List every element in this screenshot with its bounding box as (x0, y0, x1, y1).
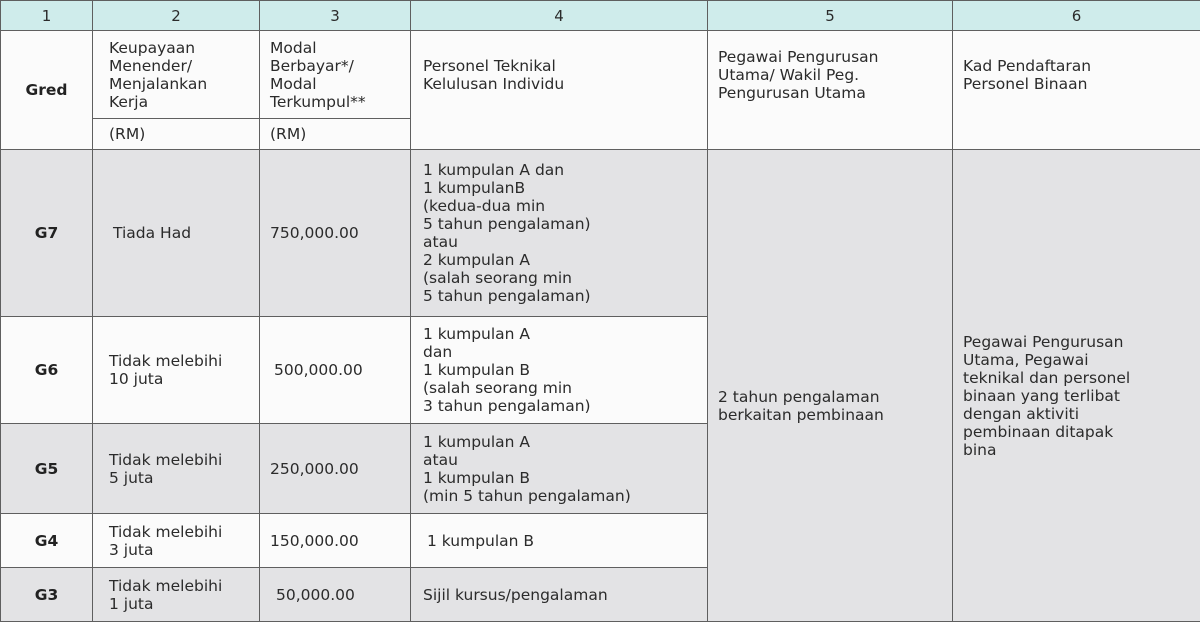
grade-cell: G7 (1, 150, 93, 317)
text-line: Tidak melebihi (109, 450, 223, 469)
text-line: Personel Binaan (963, 75, 1088, 93)
capacity-cell (93, 317, 260, 424)
grade-cell: G3 (1, 568, 93, 622)
text-line: 1 kumpulan A (423, 432, 531, 451)
capacity-cell (93, 514, 260, 568)
text-line: 1 kumpulan B (423, 468, 531, 487)
text-line: 3 juta (109, 540, 154, 559)
text-line: dan (423, 343, 453, 361)
capital-unit: (RM) (260, 119, 411, 150)
text-line: binaan yang terlibat (963, 386, 1120, 405)
grade-cell: G4 (1, 514, 93, 568)
management-requirement-cell (708, 150, 953, 622)
capital-cell: 150,000.00 (260, 514, 411, 568)
text-line: Modal (270, 74, 317, 93)
capacity-unit: (RM) (93, 119, 260, 150)
column-number: 4 (411, 1, 708, 31)
text-line: Tidak melebihi (109, 352, 223, 370)
text-line: 1 kumpulan B (423, 361, 531, 379)
text-line: Tidak melebihi (109, 522, 223, 541)
text-line: Utama/ Wakil Peg. (718, 66, 860, 84)
text-line: Kad Pendaftaran (963, 57, 1092, 75)
column-number: 3 (260, 1, 411, 31)
text-line: 3 tahun pengalaman) (423, 397, 591, 415)
grade-cell: G6 (1, 317, 93, 424)
personnel-cell (411, 150, 708, 317)
text-line: Sijil kursus/pengalaman (423, 585, 608, 604)
text-line: 2 kumpulan A (423, 251, 531, 269)
text-line: (min 5 tahun pengalaman) (423, 486, 631, 505)
column-number: 5 (708, 1, 953, 31)
text-line: dengan aktiviti (963, 404, 1080, 423)
text-line: Pegawai Pengurusan (718, 48, 879, 66)
text-line: Kerja (109, 92, 149, 111)
capital-cell: 500,000.00 (260, 317, 411, 424)
column-number: 6 (953, 1, 1200, 31)
text-line: (salah seorang min (423, 269, 572, 287)
capital-cell: 50,000.00 (260, 568, 411, 622)
text-line: bina (963, 440, 997, 459)
text-line: teknikal dan personel (963, 368, 1131, 387)
header-row (1, 31, 1200, 119)
text-line: pembinaan ditapak (963, 422, 1114, 441)
text-line: Utama, Pegawai (963, 350, 1089, 369)
personnel-cell (411, 514, 708, 568)
text-line: atau (423, 233, 458, 251)
grade-header: Gred (1, 31, 93, 150)
text-line: 10 juta (109, 370, 164, 388)
text-line: (kedua-dua min (423, 197, 546, 215)
text-line: Tiada Had (113, 224, 192, 242)
grade-cell: G5 (1, 424, 93, 514)
text-line: Kelulusan Individu (423, 75, 565, 93)
text-line: Menender/ (109, 56, 193, 75)
registration-card-header (953, 31, 1200, 150)
capacity-cell (93, 424, 260, 514)
capacity-cell (93, 568, 260, 622)
capital-header (260, 31, 411, 119)
text-line: 5 tahun pengalaman) (423, 215, 591, 233)
registration-card-cell (953, 150, 1200, 622)
capital-cell: 250,000.00 (260, 424, 411, 514)
text-line: 5 tahun pengalaman) (423, 287, 591, 305)
text-line: atau (423, 450, 458, 469)
text-line: 1 kumpulanB (423, 179, 526, 197)
text-line: Tidak melebihi (109, 576, 223, 595)
text-line: 1 juta (109, 594, 154, 613)
personnel-cell (411, 317, 708, 424)
text-line: Pengurusan Utama (718, 84, 866, 102)
personnel-cell (411, 424, 708, 514)
column-number: 1 (1, 1, 93, 31)
column-number: 2 (93, 1, 260, 31)
text-line: Modal (270, 38, 317, 57)
text-line: 1 kumpulan A (423, 325, 531, 343)
capacity-header (93, 31, 260, 119)
text-line: 5 juta (109, 468, 154, 487)
column-number-row (1, 1, 1200, 31)
capacity-cell (93, 150, 260, 317)
text-line: Menjalankan (109, 74, 208, 93)
text-line: 1 kumpulan A dan (423, 161, 565, 179)
table-row (1, 150, 1200, 317)
personnel-cell (411, 568, 708, 622)
text-line: Pegawai Pengurusan (963, 332, 1124, 351)
text-line: Personel Teknikal (423, 57, 556, 75)
text-line: berkaitan pembinaan (718, 405, 884, 424)
text-line: 2 tahun pengalaman (718, 387, 880, 406)
management-header (708, 31, 953, 150)
text-line: (salah seorang min (423, 379, 572, 397)
personnel-header (411, 31, 708, 150)
capital-cell: 750,000.00 (260, 150, 411, 317)
text-line: 1 kumpulan B (427, 531, 535, 550)
text-line: Berbayar*/ (270, 56, 354, 75)
text-line: Keupayaan (109, 38, 196, 57)
text-line: Terkumpul** (270, 92, 366, 111)
